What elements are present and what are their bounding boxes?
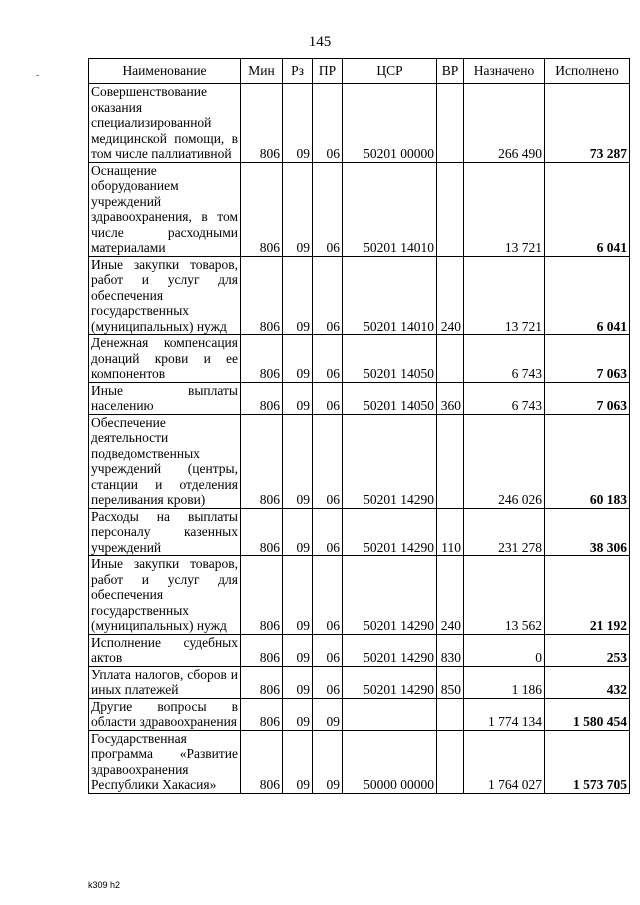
cell-name: Иные закупки товаров, работ и услуг для обеспечения государственных (муниципальных) нужд	[89, 556, 241, 635]
cell-pr: 06	[313, 84, 343, 163]
cell-csr	[343, 698, 437, 730]
cell-rz: 09	[283, 698, 313, 730]
cell-name: Совершенствование оказания специализированной медицинской помощи, в том числе паллиативной	[89, 84, 241, 163]
cell-min: 806	[241, 84, 283, 163]
cell-pr: 06	[313, 414, 343, 508]
cell-rz: 09	[283, 634, 313, 666]
table-row	[89, 84, 630, 163]
cell-name: Исполнение судебных актов	[89, 634, 241, 666]
header-assigned: Назначено	[464, 59, 545, 84]
cell-pr: 06	[313, 634, 343, 666]
cell-name: Уплата налогов, сборов и иных платежей	[89, 666, 241, 698]
table-row	[89, 666, 630, 698]
cell-min: 806	[241, 256, 283, 335]
cell-name: Другие вопросы в области здравоохранения	[89, 698, 241, 730]
cell-csr: 50201 00000	[343, 84, 437, 163]
table-row	[89, 414, 630, 508]
cell-name: Оснащение оборудованием учреждений здравоохранения, в том числе расходными материалами	[89, 162, 241, 256]
cell-executed: 60 183	[545, 414, 630, 508]
cell-pr: 09	[313, 698, 343, 730]
table-row	[89, 698, 630, 730]
table-row	[89, 508, 630, 556]
cell-rz: 09	[283, 162, 313, 256]
header-rz: Рз	[283, 59, 313, 84]
cell-csr: 50201 14050	[343, 382, 437, 414]
cell-min: 806	[241, 634, 283, 666]
cell-csr: 50201 14010	[343, 162, 437, 256]
margin-mark: -	[36, 70, 40, 81]
cell-csr: 50201 14290	[343, 508, 437, 556]
cell-pr: 06	[313, 335, 343, 383]
cell-assigned: 0	[464, 634, 545, 666]
header-name: Наименование	[89, 59, 241, 84]
cell-csr: 50201 14050	[343, 335, 437, 383]
footer-code: k309 h2	[88, 880, 121, 890]
cell-assigned: 246 026	[464, 414, 545, 508]
cell-pr: 06	[313, 162, 343, 256]
cell-name: Иные выплаты населению	[89, 382, 241, 414]
cell-executed: 432	[545, 666, 630, 698]
cell-min: 806	[241, 382, 283, 414]
header-pr: ПР	[313, 59, 343, 84]
table-row	[89, 335, 630, 383]
cell-executed: 7 063	[545, 335, 630, 383]
cell-pr: 06	[313, 556, 343, 635]
cell-csr: 50201 14290	[343, 634, 437, 666]
cell-pr: 06	[313, 666, 343, 698]
cell-min: 806	[241, 162, 283, 256]
cell-rz: 09	[283, 335, 313, 383]
cell-vr: 850	[437, 666, 464, 698]
cell-executed: 1 580 454	[545, 698, 630, 730]
cell-min: 806	[241, 698, 283, 730]
table-body	[89, 84, 630, 794]
cell-vr	[437, 730, 464, 793]
table-row	[89, 162, 630, 256]
cell-vr: 110	[437, 508, 464, 556]
cell-vr	[437, 698, 464, 730]
cell-assigned: 1 186	[464, 666, 545, 698]
cell-executed: 6 041	[545, 162, 630, 256]
cell-assigned: 6 743	[464, 335, 545, 383]
cell-min: 806	[241, 730, 283, 793]
cell-min: 806	[241, 556, 283, 635]
table-row	[89, 730, 630, 793]
cell-rz: 09	[283, 382, 313, 414]
table-row	[89, 634, 630, 666]
table-row	[89, 256, 630, 335]
cell-assigned: 13 721	[464, 162, 545, 256]
cell-min: 806	[241, 508, 283, 556]
cell-pr: 06	[313, 382, 343, 414]
table-row	[89, 556, 630, 635]
cell-csr: 50201 14010	[343, 256, 437, 335]
cell-rz: 09	[283, 730, 313, 793]
cell-vr	[437, 335, 464, 383]
header-vr: ВР	[437, 59, 464, 84]
cell-vr: 240	[437, 556, 464, 635]
cell-rz: 09	[283, 666, 313, 698]
cell-executed: 21 192	[545, 556, 630, 635]
cell-name: Расходы на выплаты персоналу казенных учреждений	[89, 508, 241, 556]
cell-assigned: 1 774 134	[464, 698, 545, 730]
cell-vr: 240	[437, 256, 464, 335]
cell-name: Денежная компенсация донаций крови и ее компонентов	[89, 335, 241, 383]
cell-executed: 1 573 705	[545, 730, 630, 793]
table-row	[89, 382, 630, 414]
cell-assigned: 231 278	[464, 508, 545, 556]
cell-rz: 09	[283, 256, 313, 335]
cell-executed: 253	[545, 634, 630, 666]
table-header	[89, 59, 630, 84]
cell-vr	[437, 414, 464, 508]
cell-vr	[437, 162, 464, 256]
cell-name: Государственная программа «Развитие здравоохранения Республики Хакасия»	[89, 730, 241, 793]
cell-min: 806	[241, 335, 283, 383]
cell-pr: 09	[313, 730, 343, 793]
cell-assigned: 1 764 027	[464, 730, 545, 793]
cell-executed: 73 287	[545, 84, 630, 163]
cell-csr: 50201 14290	[343, 666, 437, 698]
header-min: Мин	[241, 59, 283, 84]
cell-assigned: 266 490	[464, 84, 545, 163]
cell-pr: 06	[313, 256, 343, 335]
budget-table	[88, 58, 630, 794]
cell-assigned: 6 743	[464, 382, 545, 414]
cell-assigned: 13 562	[464, 556, 545, 635]
cell-executed: 38 306	[545, 508, 630, 556]
cell-csr: 50000 00000	[343, 730, 437, 793]
cell-pr: 06	[313, 508, 343, 556]
cell-rz: 09	[283, 414, 313, 508]
cell-rz: 09	[283, 84, 313, 163]
header-executed: Исполнено	[545, 59, 630, 84]
cell-name: Иные закупки товаров, работ и услуг для обеспечения государственных (муниципальных) нужд	[89, 256, 241, 335]
cell-name: Обеспечение деятельности подведомственных учреждений (центры, станции и отделения переливания крови)	[89, 414, 241, 508]
cell-vr: 360	[437, 382, 464, 414]
cell-vr: 830	[437, 634, 464, 666]
cell-csr: 50201 14290	[343, 556, 437, 635]
cell-rz: 09	[283, 556, 313, 635]
cell-csr: 50201 14290	[343, 414, 437, 508]
cell-vr	[437, 84, 464, 163]
cell-min: 806	[241, 666, 283, 698]
header-csr: ЦСР	[343, 59, 437, 84]
cell-min: 806	[241, 414, 283, 508]
cell-executed: 7 063	[545, 382, 630, 414]
cell-assigned: 13 721	[464, 256, 545, 335]
page-number: 145	[308, 34, 332, 50]
header-row	[89, 59, 630, 84]
cell-rz: 09	[283, 508, 313, 556]
cell-executed: 6 041	[545, 256, 630, 335]
